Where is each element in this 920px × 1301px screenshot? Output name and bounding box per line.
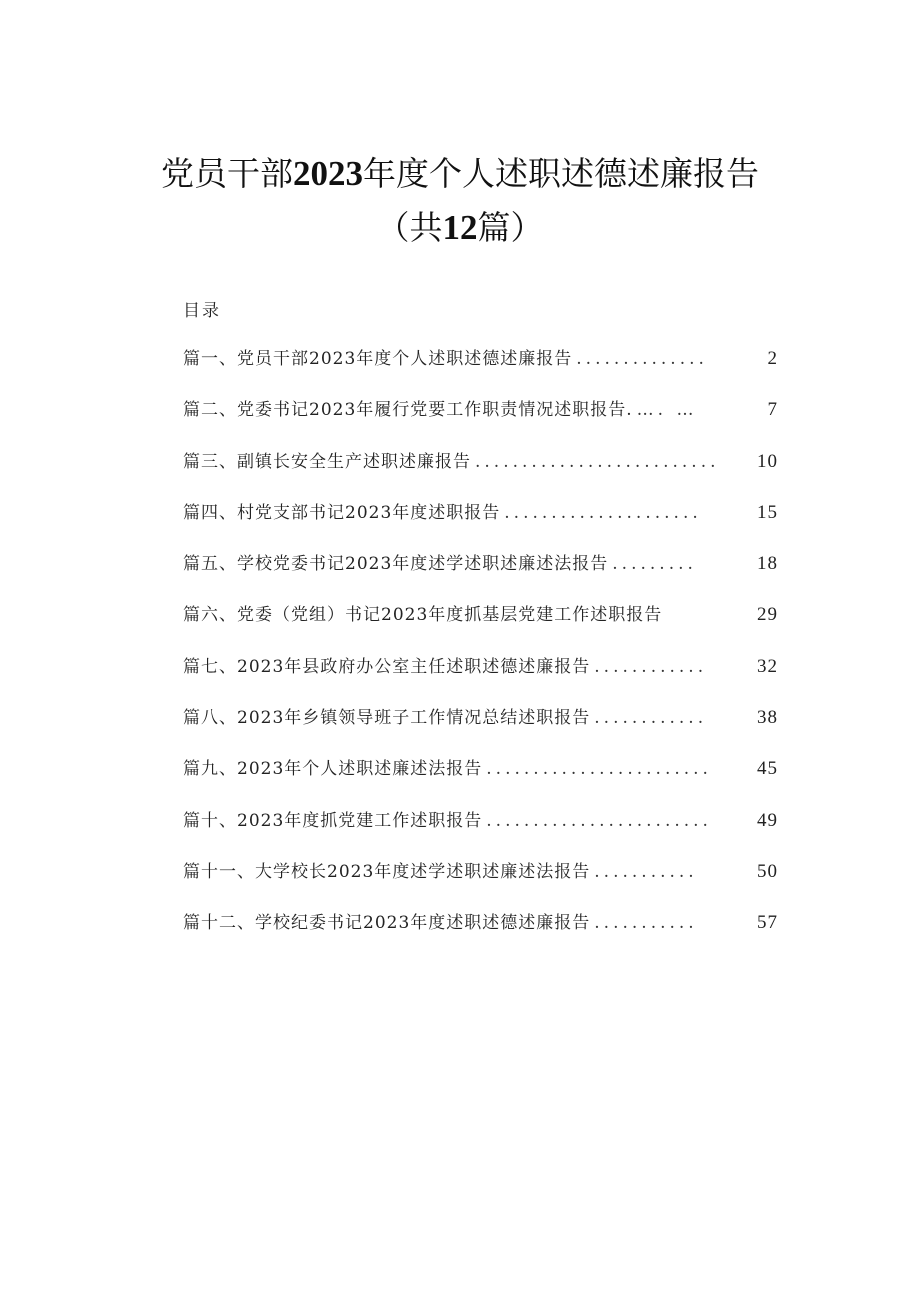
toc-entry-title: 篇六、党委（党组）书记2023年度抓基层党建工作述职报告	[183, 605, 663, 626]
toc-entry-page-number: 15	[757, 501, 778, 523]
toc-entry-title: 篇十二、学校纪委书记2023年度述职述德述廉报告	[183, 913, 591, 934]
toc-entry-leader: .....................	[504, 502, 702, 523]
toc-entry-leader: ..............	[576, 349, 708, 369]
toc-entry-page-number: 38	[757, 707, 778, 729]
toc-entry-leader: ..........................	[475, 451, 720, 472]
toc-entry-leader: .........	[612, 554, 697, 575]
toc-entry[interactable]	[183, 395, 778, 446]
toc-entry[interactable]	[183, 908, 778, 959]
toc-entry-title: 篇八、2023年乡镇领导班子工作情况总结述职报告	[183, 708, 591, 729]
toc-entry-title: 篇三、副镇长安全生产述职述廉报告	[183, 451, 471, 472]
toc-entry-title: 篇九、2023年个人述职述廉述法报告	[183, 759, 483, 780]
toc-entry-page-number: 50	[757, 860, 778, 882]
toc-entry-page-number: 45	[757, 758, 778, 780]
toc-entry-title: 篇一、党员干部2023年度个人述职述德述廉报告	[183, 349, 573, 369]
toc-entry-leader: ...........	[594, 913, 698, 934]
toc-entry-leader: ........................	[486, 810, 712, 831]
toc-entry-page-number: 7	[767, 399, 778, 421]
toc-entry-title: 篇十一、大学校长2023年度述学述职述廉述法报告	[183, 861, 591, 882]
subtitle-count: 12	[442, 208, 478, 247]
title-suffix: 年度个人述职述德述廉报告	[363, 154, 759, 193]
toc-entry[interactable]	[183, 857, 778, 908]
toc-entry[interactable]	[183, 498, 778, 549]
toc-entry-title: 篇五、学校党委书记2023年度述学述职述廉述法报告	[183, 554, 609, 575]
toc-entry-page-number: 49	[757, 809, 778, 831]
toc-entry-leader: ............	[594, 656, 708, 677]
toc-entry[interactable]	[183, 549, 778, 600]
toc-entry-page-number: 29	[757, 604, 778, 626]
toc-entry[interactable]	[183, 754, 778, 805]
toc-entry[interactable]	[183, 600, 778, 651]
toc-entry[interactable]	[183, 703, 778, 754]
subtitle-suffix: 篇）	[477, 208, 544, 247]
toc-entry-page-number: 10	[757, 450, 778, 472]
toc-entry-page-number: 2	[767, 348, 778, 369]
toc-entry[interactable]	[183, 806, 778, 857]
toc-entry-leader: ............	[594, 708, 708, 729]
subtitle-prefix: （共	[376, 208, 443, 247]
toc-entry[interactable]	[183, 344, 778, 395]
title-year: 2023	[293, 154, 363, 193]
title-prefix: 党员干部	[161, 154, 293, 193]
toc-entry-title: 篇二、党委书记2023年履行党要工作职责情况述职报告.	[183, 400, 633, 421]
toc-entry-title: 篇七、2023年县政府办公室主任述职述德述廉报告	[183, 656, 591, 677]
toc-entry-page-number: 18	[757, 553, 778, 575]
document-title	[0, 148, 920, 195]
toc-entry-title: 篇十、2023年度抓党建工作述职报告	[183, 810, 483, 831]
toc-heading: 目录	[183, 301, 221, 321]
toc-entry-leader: …. …	[636, 400, 698, 421]
toc-entry-leader: ........................	[486, 759, 712, 780]
toc-entry-page-number: 32	[757, 655, 778, 677]
document-subtitle	[0, 202, 920, 249]
toc-entry[interactable]	[183, 447, 778, 498]
toc-entry-title: 篇四、村党支部书记2023年度述职报告	[183, 502, 501, 523]
toc-entry-page-number: 57	[757, 912, 778, 934]
toc-entry-leader: ...........	[594, 861, 698, 882]
table-of-contents	[183, 344, 778, 960]
toc-entry[interactable]	[183, 652, 778, 703]
